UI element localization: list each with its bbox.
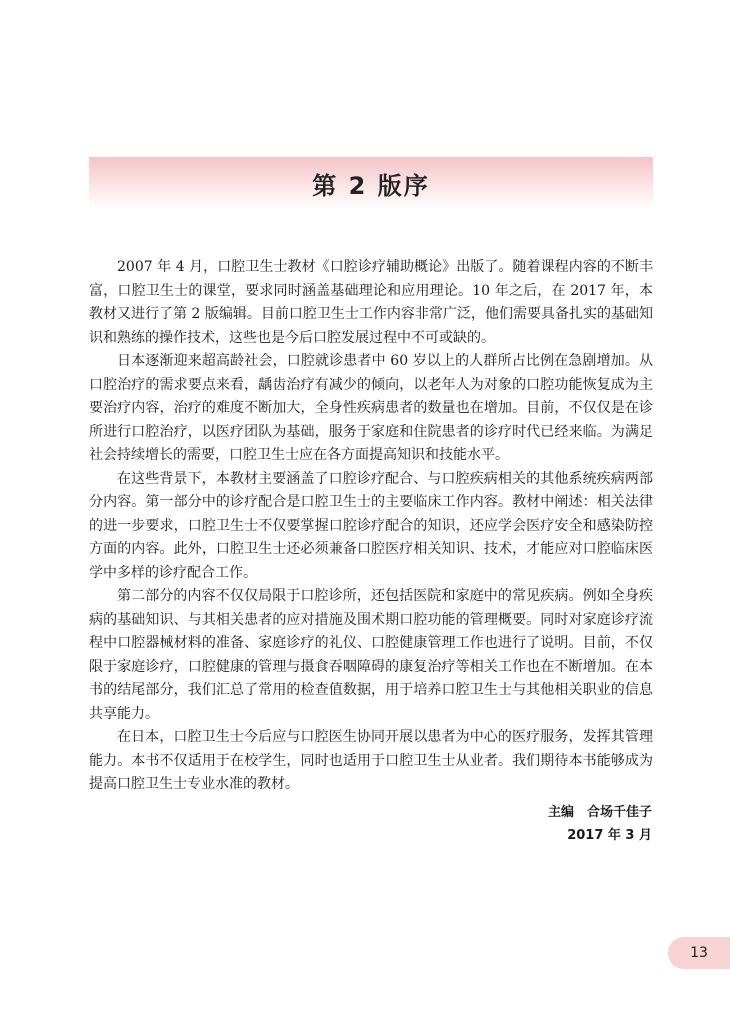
preface-body [89,256,653,797]
paragraph: 在这些背景下，本教材主要涵盖了口腔诊疗配合、与口腔疾病相关的其他系统疾病两部分内容。第一部分中的诊疗配合是口腔卫生士的主要临床工作内容。教材中阐述：相关法律的进一步要求，口腔卫生士不仅要掌握口腔诊疗配合的知识，还应学会医疗安全和感染防控方面的内容。此外，口腔卫生士还必须兼备口腔医疗相关知识、技术，才能应对口腔临床医学中多样的诊疗配合工作。 [89,470,653,581]
editor-name: 主编 合场千佳子 [547,805,652,820]
paragraph: 2007 年 4 月，口腔卫生士教材《口腔诊疗辅助概论》出版了。随着课程内容的不断丰富，口腔卫生士的课堂，要求同时涵盖基础理论和应用理论。10 年之后，在 2017 年，本教材又进行了第 2 版编辑。目前口腔卫生士工作内容非常广泛，他们需要具备扎实的基础知识和熟练的操作技术，这些也是今后口腔发展过程中不可或缺的。 [89,259,653,346]
signature-block [548,801,652,847]
page-number-tab [668,937,730,969]
paragraph: 第二部分的内容不仅仅局限于口腔诊所，还包括医院和家庭中的常见疾病。例如全身疾病的基础知识、与其相关患者的应对措施及围术期口腔功能的管理概要。同时对家庭诊疗流程中口腔器械材料的准备、家庭诊疗的礼仪、口腔健康管理工作也进行了说明。目前，不仅限于家庭诊疗，口腔健康的管理与摄食吞咽障碍的康复治疗等相关工作也在不断增加。在本书的结尾部分，我们汇总了常用的检查值数据，用于培养口腔卫生士与其他相关职业的信息共享能力。 [89,588,653,722]
page-number: 13 [690,945,708,961]
page-title: 第 2 版序 [312,171,430,200]
paragraph: 在日本，口腔卫生士今后应与口腔医生协同开展以患者为中心的医疗服务，发挥其管理能力。本书不仅适用于在校学生，同时也适用于口腔卫生士从业者。我们期待本书能够成为提高口腔卫生士专业水准的教材。 [89,729,653,792]
paragraph: 日本逐渐迎来超高龄社会，口腔就诊患者中 60 岁以上的人群所占比例在急剧增加。从口腔治疗的需求要点来看，龋齿治疗有减少的倾向，以老年人为对象的口腔功能恢复成为主要治疗内容，治疗的难度不断加大，全身性疾病患者的数量也在增加。目前，不仅仅是在诊所进行口腔治疗，以医疗团队为基础，服务于家庭和住院患者的诊疗时代已经来临。为满足社会持续增长的需要，口腔卫生士应在各方面提高知识和技能水平。 [89,353,653,463]
title-banner [89,157,653,209]
signature-date: 2017 年 3 月 [567,828,652,843]
